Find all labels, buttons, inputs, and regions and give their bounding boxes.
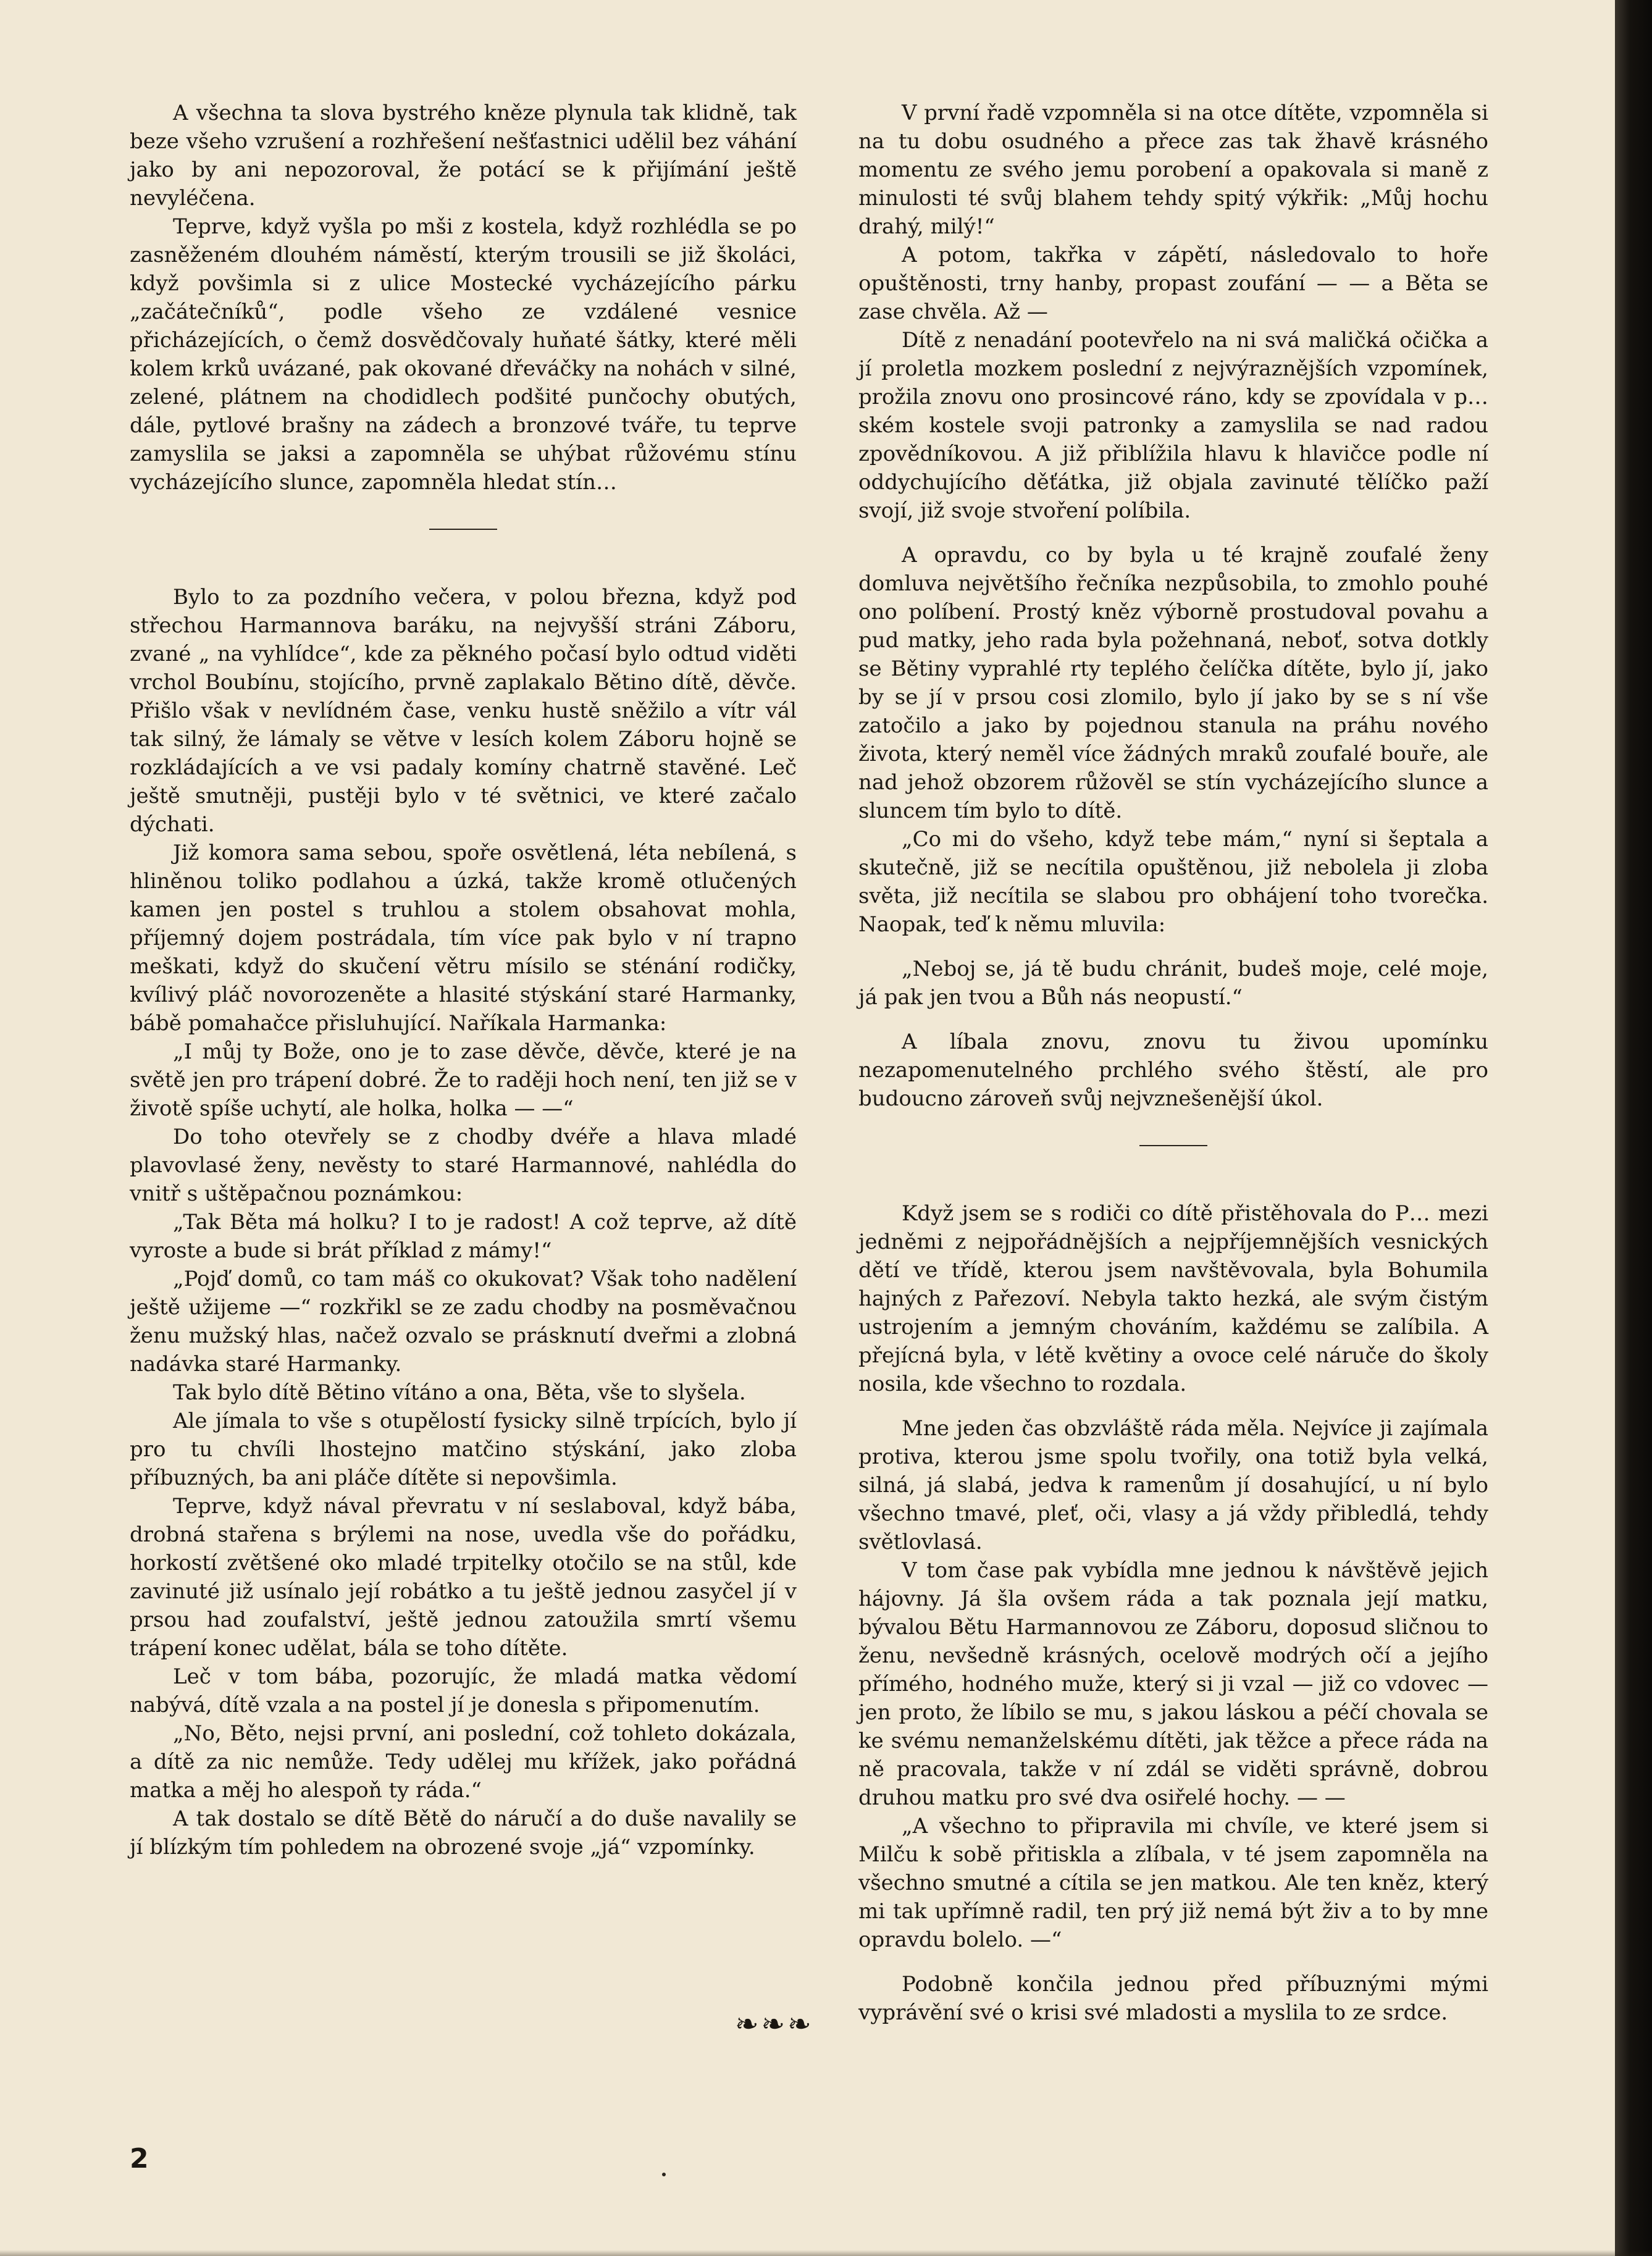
paragraph: Když jsem se s rodiči co dítě přistěhovala do P… mezi jedněmi z nejpořádnějších a nejpříjemnějších vesnických dětí ve třídě, kterou jsem navštěvovala, byla Bohumila hajných z Pařezoví. Nebyla takto hezká, ale svým čistým ustrojením a jemným chováním, každému se zalíbila. A přejícná byla, v létě květiny a ovoce celé náruče do školy nosila, kde všechno to rozdala. [858,1201,1488,1396]
paragraph: Podobně končila jednou před příbuznými mými vyprávění své o krisi své mladosti a myslila to ze srdce. [858,1972,1488,2025]
section-separator [429,529,497,532]
paragraph: A tak dostalo se dítě Bětě do náručí a do duše navalily se jí blízkým tím pohledem na obrozené svoje „já“ vzpomínky. [130,1806,797,1860]
paragraph: A potom, takřka v zápětí, následovalo to hoře opuštěnosti, trny hanby, propast zoufání — — a Běta se zase chvěla. Až — [858,243,1488,324]
ornament-glyph: ❧❧❧ [735,2007,814,2040]
paragraph: Již komora sama sebou, spoře osvětlená, léta nebílená, s hliněnou toliko podlahou a úzká, takže kromě otlučených kamen jen postel s truhlou a stolem obsahovat mohla, příjemný dojem postrádala, tím více pak bylo v ní trapno meškati, když do skučení větru mísilo se sténání rodičky, kvílivý pláč novorozeněte a hlasité stýskání staré Harmanky, bábě pomahačce přisluhující. Naříkala Harmanka: [130,841,797,1036]
paragraph: „No, Běto, nejsi první, ani poslední, což tohleto dokázala, a dítě za nic nemůže. Tedy udělej mu křížek, jako pořádná matka a měj ho alespoň ty ráda.“ [130,1721,797,1803]
paragraph: „Neboj se, já tě budu chránit, budeš moje, celé moje, já pak jen tvou a Bůh nás neopustí.“ [858,957,1488,1010]
paragraph: Mne jeden čas obzvláště ráda měla. Nejvíce ji zajímala protiva, kterou jsme spolu tvořily, ona totiž byla velká, silná, já slabá, jedva k ramenům jí dosahující, u ní bylo všechno tmavé, pleť, oči, vlasy a já vždy přibledlá, tehdy světlovlasá. [858,1416,1488,1554]
ink-dot [662,2173,666,2176]
paragraph: „I můj ty Bože, ono je to zase děvče, děvče, které je na světě jen pro trápení dobré. Že to raději hoch není, ten již se v životě spíše uchytí, ale holka, holka — —“ [130,1039,797,1121]
paragraph: Teprve, když nával převratu v ní seslaboval, když bába, drobná stařena s brýlemi na nose, uvedla vše do pořádku, horkostí zvětšené oko mladé trpitelky otočilo se na stůl, kde zavinuté již usínalo její robátko a tu ještě jednou zasyčel jí v prsou had zoufalství, ještě jednou zatoužila smrtí všemu trápení konec udělat, bála se toho dítěte. [130,1494,797,1661]
paragraph: A všechna ta slova bystrého kněze plynula tak klidně, tak beze všeho vzrušení a rozhřešení nešťastnici udělil bez váhání jako by ani nepozoroval, že potácí se k přijímání ještě nevyléčena. [130,101,797,211]
paragraph: Ale jímala to vše s otupělostí fysicky silně trpících, bylo jí pro tu chvíli lhostejno matčino stýskání, jako zloba příbuzných, ba ani pláče dítěte si nepovšimla. [130,1409,797,1490]
page-number: 2 [130,2143,149,2174]
paragraph: A líbala znovu, znovu tu živou upomínku nezapomenutelného prchlého svého štěstí, ale pro budoucno zároveň svůj nejvznešenější úkol. [858,1029,1488,1111]
paragraph: Teprve, když vyšla po mši z kostela, když rozhlédla se po zasněženém dlouhém náměstí, kterým trousili se již školáci, když povšimla si z ulice Mostecké vycházejícího párku „začátečníků“, podle všeho ze vzdálené vesnice přicházejících, o čemž dosvědčovaly huňaté šátky, které měli kolem krků uvázané, pak okované dřeváčky na nohách v silné, zelené, plátnem na chodidlech podšité punčochy obutých, dále, pytlové brašny na zádech a bronzové tváře, tu teprve zamyslila se jaksi a zapomněla se uhýbat růžovému stínu vycházejícího slunce, zapomněla hledat stín… [130,214,797,495]
page-edge-shadow [0,2250,1652,2256]
paragraph: A opravdu, co by byla u té krajně zoufalé ženy domluva největšího řečníka nezpůsobila, to zmohlo pouhé ono políbení. Prostý kněz výborně prostudoval povahu a pud matky, jeho rada byla požehnaná, neboť, sotva dotkly se Bětiny vyprahlé rty teplého čelíčka dítěte, bylo jí, jako by se jí v prsou cosi zlomilo, bylo jí jako by se s ní vše zatočilo a jako by pojednou stanula na práhu nového života, který neměl více žádných mraků zoufalé bouře, ale nad jehož obzorem růžověl se stín vycházejícího slunce a sluncem tím bylo to dítě. [858,543,1488,823]
paragraph: Leč v tom bába, pozorujíc, že mladá matka vědomí nabývá, dítě vzala a na postel jí je donesla s připomenutím. [130,1664,797,1717]
left-column [130,99,797,1861]
book-spine [1615,0,1652,2256]
section-separator [1139,1145,1207,1149]
paragraph: „Tak Běta má holku? I to je radost! A což teprve, až dítě vyroste a bude si brát příklad z mámy!“ [130,1210,797,1263]
paragraph: V první řadě vzpomněla si na otce dítěte, vzpomněla si na tu dobu osudného a přece zas tak žhavě krásného momentu ze svého jemu porobení a opakovala si maně z minulosti té svůj blahem tehdy spitý výkřik: „Můj hochu drahý, milý!“ [858,101,1488,239]
paragraph: Dítě z nenadání pootevřelo na ni svá maličká očička a jí proletla mozkem poslední z nejvýraznějších vzpomínek, prožila znovu ono prosincové ráno, kdy se zpovídala v p… ském kostele svoji patronky a zamyslila se nad radou zpovědníkovou. A již přiblížila hlavu k hlavičce podle ní oddychujícího děťátka, již objala zavinuté tělíčko paží svojí, již svoje stvoření políbila. [858,328,1488,523]
paragraph: „Co mi do všeho, když tebe mám,“ nyní si šeptala a skutečně, již se necítila opuštěnou, již nebolela ji zloba světa, již necítila se slabou pro obhájení toho tvorečka. Naopak, teď k němu mluvila: [858,827,1488,937]
paragraph: Tak bylo dítě Bětino vítáno a ona, Běta, vše to slyšela. [173,1380,746,1405]
right-column [858,99,1488,2027]
paragraph: Bylo to za pozdního večera, v polou března, když pod střechou Harmannova baráku, na nejvyšší stráni Záboru, zvané „ na vyhlídce“, kde za pěkného počasí bylo odtud viděti vrchol Boubínu, stojícího, prvně zaplakalo Bětino dítě, děvče. Přišlo však v nevlídném čase, venku hustě sněžilo a vítr vál tak silný, že lámaly se větve v lesích kolem Záboru hojně se rozkládajících a ve vsi padaly komíny chatrně stavěné. Leč ještě smutněji, pustěji bylo v té světnici, ve které začalo dýchati. [130,585,797,837]
paragraph: „A všechno to připravila mi chvíle, ve které jsem si Milču k sobě přitiskla a zlíbala, v té jsem zapomněla na všechno smutné a cítila se jen matkou. Ale ten kněz, který mi tak upřímně radil, ten prý již nemá být živ a to by mne opravdu bolelo. —“ [858,1814,1488,1952]
paragraph: „Pojď domů, co tam máš co okukovat? Však toho nadělení ještě užijeme —“ rozkřikl se ze zadu chodby na posměvačnou ženu mužský hlas, načež ozvalo se prásknutí dveřmi a zlobná nadávka staré Harmanky. [130,1267,797,1377]
paragraph: Do toho otevřely se z chodby dvéře a hlava mladé plavovlasé ženy, nevěsty to staré Harmannové, nahlédla do vnitř s uštěpačnou poznámkou: [130,1125,797,1206]
paragraph: V tom čase pak vybídla mne jednou k návštěvě jejich hájovny. Já šla ovšem ráda a tak poznala její matku, bývalou Bětu Harmannovou ze Záboru, doposud sličnou to ženu, nevšedně krásných, ocelově modrých očí a jejího přímého, hodného muže, který si ji vzal — již co vdovec — jen proto, že líbilo se mu, s jakou láskou a péčí chovala se ke svému nemanželskému dítěti, jak těžce a přece ráda na ně pracovala, takže v ní zdál se viděti správně, dobrou druhou matku pro své dva osiřelé hochy. — — [858,1558,1488,1810]
